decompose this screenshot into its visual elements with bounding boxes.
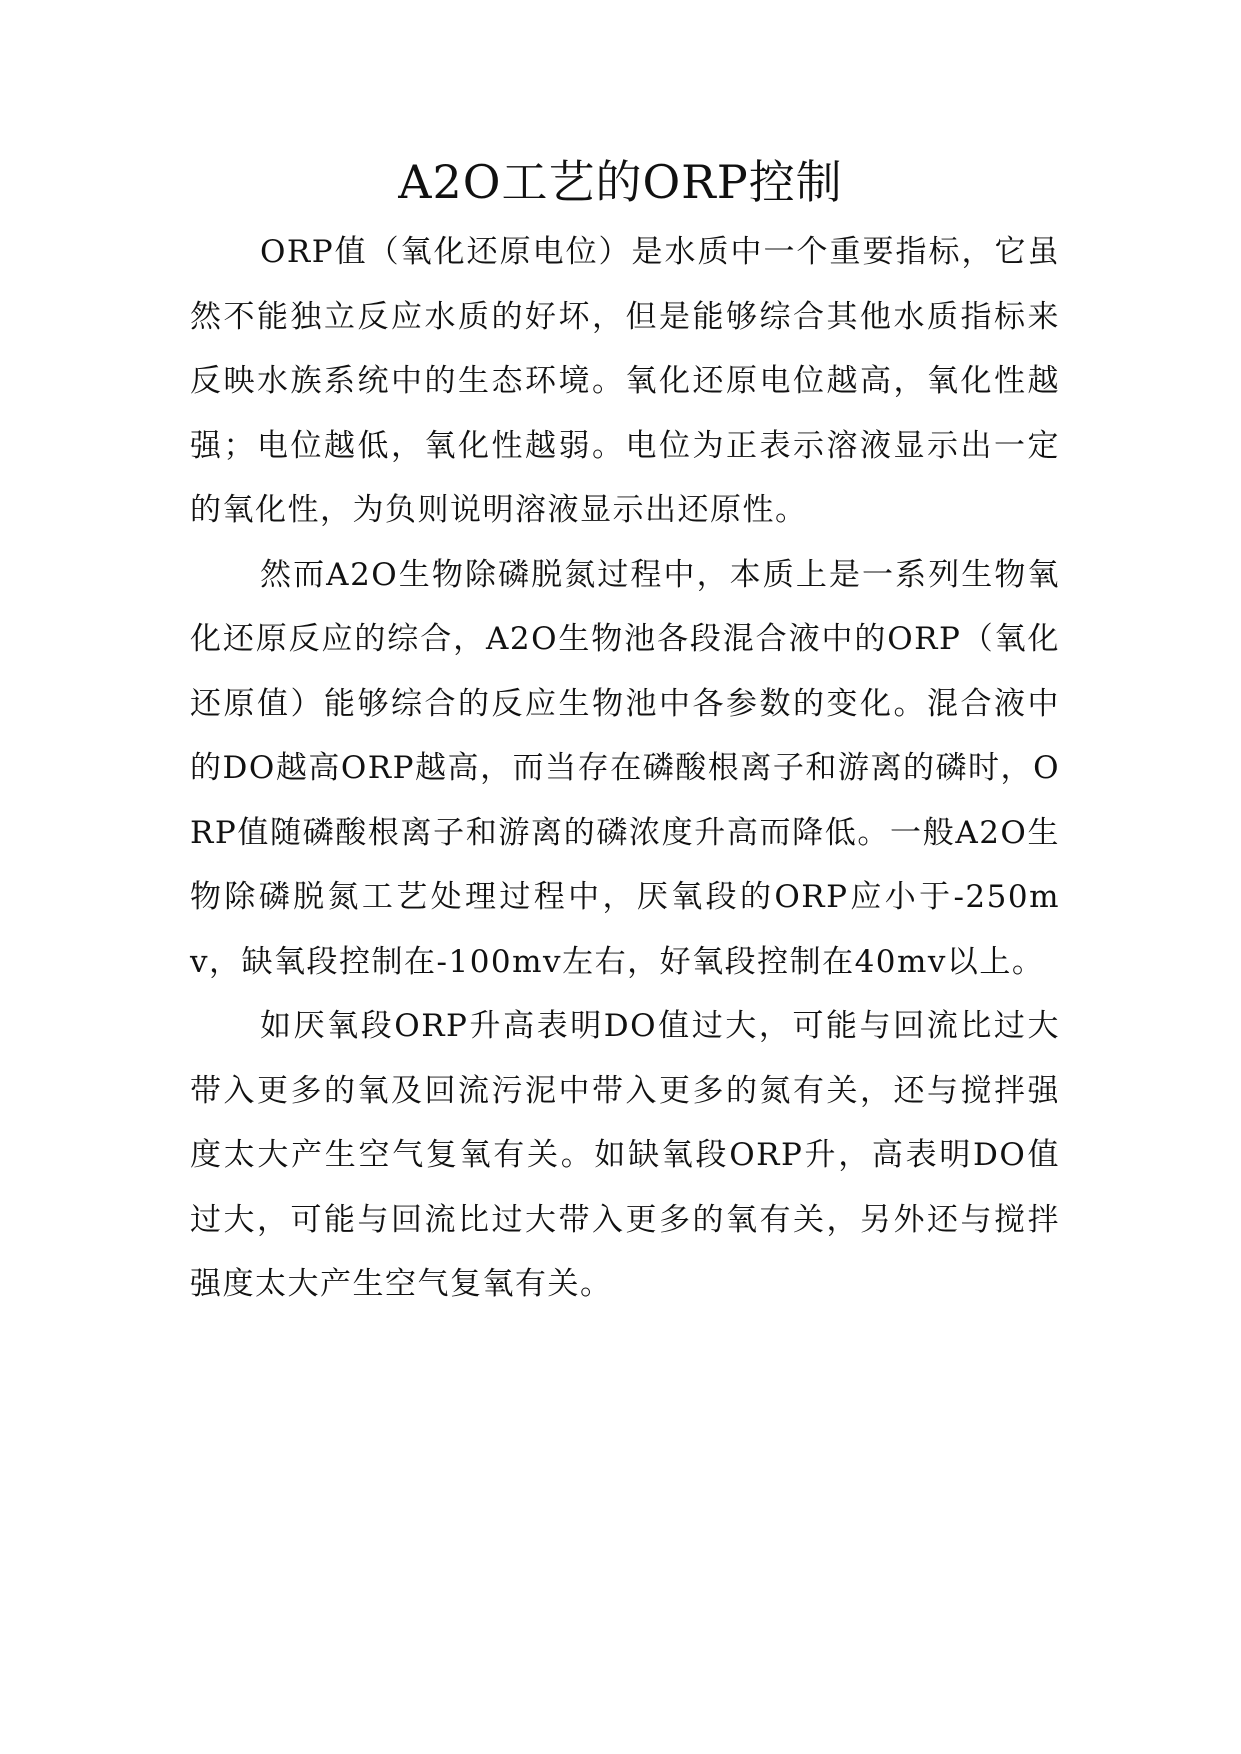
paragraph-orp-definition: ORP值（氧化还原电位）是水质中一个重要指标，它虽然不能独立反应水质的好坏，但是能够综合其他水质指标来反映水族系统中的生态环境。氧化还原电位越高，氧化性越强；电位越低，氧化性越弱。电位为正表示溶液显示出一定的氧化性，为负则说明溶液显示出还原性。: [190, 234, 1060, 528]
document-body: [190, 220, 1060, 1317]
paragraph-orp-abnormal-causes: 如厌氧段ORP升高表明DO值过大，可能与回流比过大带入更多的氧及回流污泥中带入更多的氮有关，还与搅拌强度太大产生空气复氧有关。如缺氧段ORP升，高表明DO值过大，可能与回流比过大带入更多的氧有关，另外还与搅拌强度太大产生空气复氧有关。: [190, 1008, 1060, 1302]
paragraph-a2o-orp-ranges: 然而A2O生物除磷脱氮过程中，本质上是一系列生物氧化还原反应的综合，A2O生物池各段混合液中的ORP（氧化还原值）能够综合的反应生物池中各参数的变化。混合液中的DO越高ORP越高，而当存在磷酸根离子和游离的磷时，ORP值随磷酸根离子和游离的磷浓度升高而降低。一般A2O生物除磷脱氮工艺处理过程中，厌氧段的ORP应小于-250mv，缺氧段控制在-100mv左右，好氧段控制在40mv以上。: [190, 556, 1060, 980]
document-title: A2O工艺的ORP控制: [398, 155, 843, 209]
